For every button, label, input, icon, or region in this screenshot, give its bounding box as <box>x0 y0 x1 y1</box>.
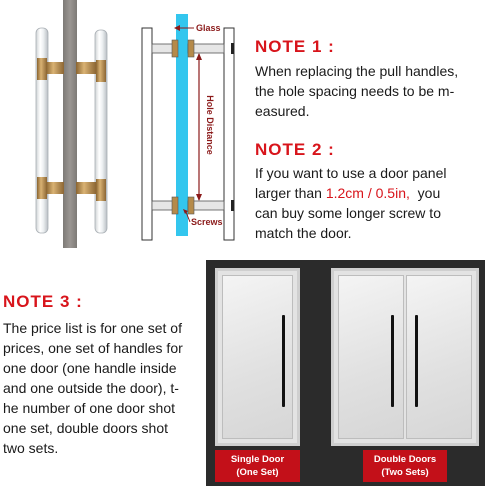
note3-line: prices, one set of handles for <box>3 340 183 356</box>
installation-diagram-svg <box>136 0 248 248</box>
single-door-label-line2: (One Set) <box>236 467 279 478</box>
note2-body <box>255 163 487 243</box>
double-door-right-handle <box>415 315 418 407</box>
screws-label: Screws <box>191 217 223 227</box>
note3-line: The price list is for one set of <box>3 320 182 336</box>
note2-line: If you want to use a door panel <box>255 165 447 181</box>
double-door-label <box>363 450 447 482</box>
note1-body <box>255 61 487 121</box>
glass-label: Glass <box>196 23 221 33</box>
single-door-label-line1: Single Door <box>230 454 285 465</box>
note2-line: match the door. <box>255 225 352 241</box>
double-door-label-line2: (Two Sets) <box>381 467 429 478</box>
note1-line: When replacing the pull handles, <box>255 63 459 79</box>
note1-line: easured. <box>255 103 310 119</box>
note3-line: he number of one door shot <box>3 400 176 416</box>
note2-size-highlight: 1.2cm / 0.5in, <box>325 185 410 201</box>
door-types-illustration <box>206 260 485 486</box>
single-door <box>215 268 300 446</box>
note2-prefix: larger than <box>255 185 326 201</box>
hole-distance-label: Hole Distance <box>205 95 215 155</box>
note3-line: one door (one handle inside <box>3 360 177 376</box>
installation-diagram <box>136 0 248 248</box>
note3-title: NOTE 3 : <box>3 292 83 311</box>
note2-line <box>255 183 487 203</box>
note2-line: can buy some longer screw to <box>255 205 441 221</box>
note1-title: NOTE 1 : <box>255 37 335 56</box>
single-door-label <box>215 450 300 482</box>
diagram-left-handle <box>142 28 152 240</box>
note3-line: one set, double doors shot <box>3 420 169 436</box>
double-door-left-glass <box>338 275 404 439</box>
double-door-left-handle <box>391 315 394 407</box>
note1-line: the hole spacing needs to be m- <box>255 83 455 99</box>
note3-line: two sets. <box>3 440 59 456</box>
note3-body <box>3 318 211 458</box>
handle-product-photo <box>0 0 140 248</box>
double-door-label-line1: Double Doors <box>373 454 437 465</box>
note2-title: NOTE 2 : <box>255 140 335 159</box>
single-door-handle <box>282 315 285 407</box>
double-door <box>331 268 479 446</box>
note2-suffix: you <box>409 185 441 201</box>
note3-line: and one outside the door), t- <box>3 380 179 396</box>
